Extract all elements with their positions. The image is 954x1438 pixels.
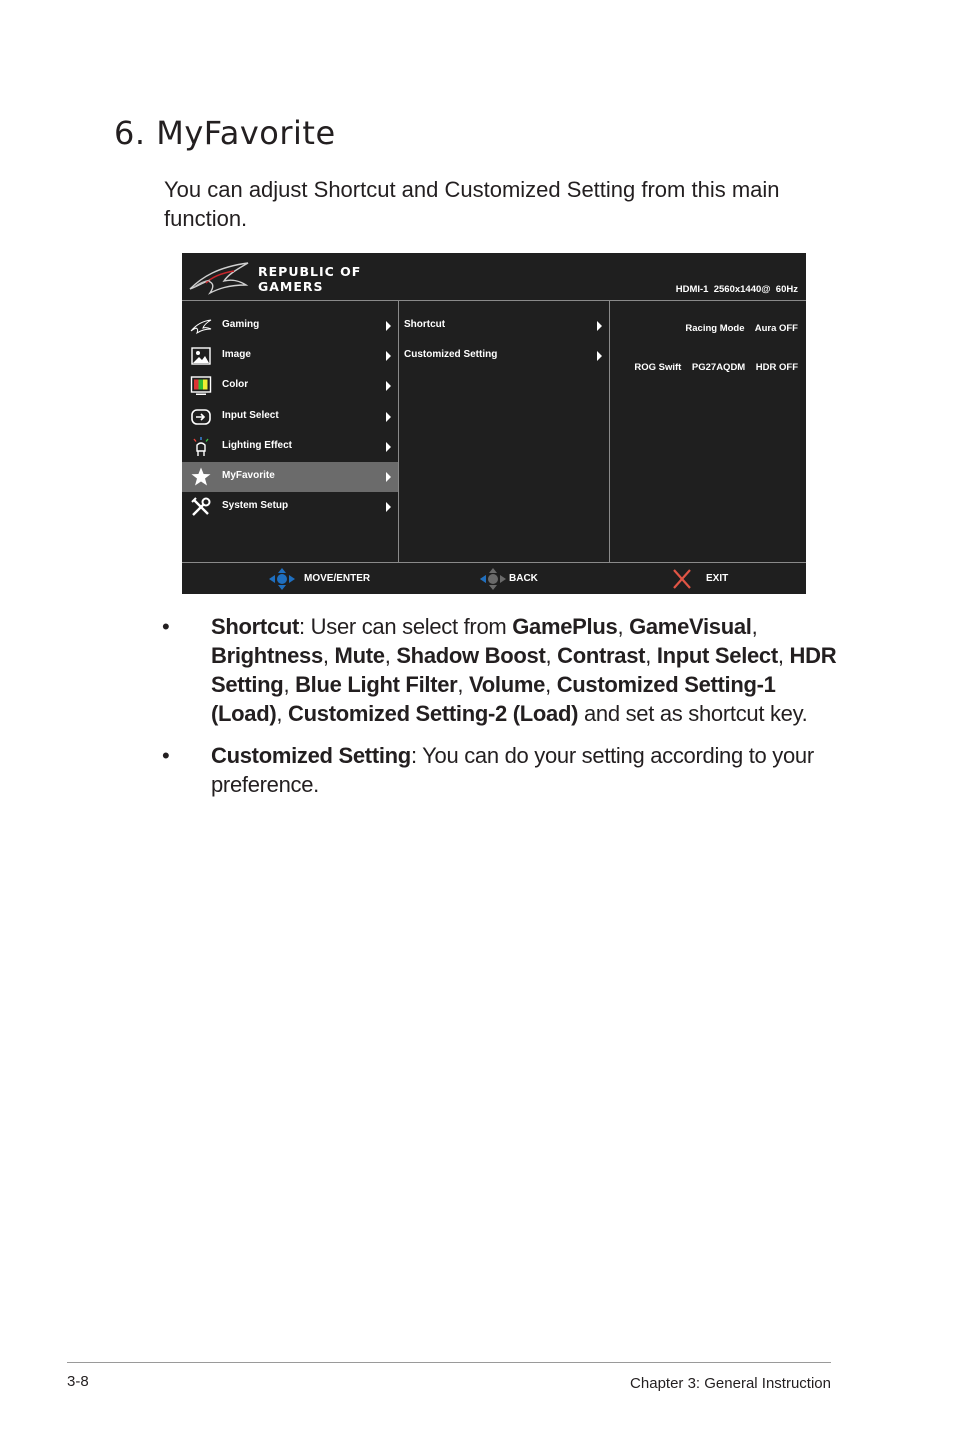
menu-label: System Setup bbox=[222, 500, 289, 511]
status-line-mode: Racing Mode Aura OFF bbox=[685, 323, 798, 334]
chevron-right-icon bbox=[386, 351, 391, 361]
chevron-right-icon bbox=[386, 381, 391, 391]
submenu-item-shortcut[interactable] bbox=[399, 311, 609, 341]
menu-item-myfavorite[interactable] bbox=[182, 462, 398, 492]
chevron-right-icon bbox=[386, 442, 391, 452]
lighting-icon bbox=[190, 436, 212, 458]
term: Customized Setting bbox=[211, 743, 411, 768]
bullet-customized-setting: • Customized Setting: You can do your setting according to your preference. bbox=[162, 743, 814, 797]
tools-icon bbox=[190, 496, 212, 518]
menu-item-color[interactable] bbox=[182, 371, 398, 401]
status-line-model: ROG Swift PG27AQDM HDR OFF bbox=[634, 362, 798, 373]
intro-paragraph: You can adjust Shortcut and Customized Setting from this main function. bbox=[164, 177, 780, 231]
image-icon bbox=[190, 345, 212, 367]
rog-logo-icon bbox=[188, 259, 252, 295]
submenu-column bbox=[399, 301, 609, 562]
rog-logo-text: REPUBLIC OF GAMERS bbox=[258, 264, 362, 294]
osd-menu-screenshot bbox=[182, 253, 806, 594]
joystick-move-icon[interactable] bbox=[268, 567, 296, 591]
bullet-shortcut: • Shortcut: User can select from GamePlus, GameVisual, Brightness, Mute, Shadow Boost, Contrast, Input Select, HDR Setting, Blue Light Filter, Volume, Customized Setting-1 (Load), Customized Setting-2 (Load) and set as shortcut key. bbox=[162, 614, 837, 726]
status-line-input: HDMI-1 2560x1440@ 60Hz bbox=[675, 284, 798, 295]
input-icon bbox=[190, 406, 212, 428]
submenu-item-customized-setting[interactable] bbox=[399, 341, 609, 371]
joystick-back-icon[interactable] bbox=[479, 567, 507, 591]
menu-label: Gaming bbox=[222, 319, 260, 330]
rog-eye-icon bbox=[190, 315, 212, 337]
menu-item-system-setup[interactable] bbox=[182, 492, 398, 522]
osd-footer bbox=[182, 562, 806, 594]
submenu-label: Shortcut bbox=[404, 319, 446, 330]
back-label: BACK bbox=[509, 573, 538, 584]
footer-divider bbox=[67, 1362, 831, 1363]
chapter-title: Chapter 3: General Instruction bbox=[630, 1375, 831, 1392]
menu-item-input-select[interactable] bbox=[182, 402, 398, 432]
menu-label: Color bbox=[222, 379, 249, 390]
menu-label: Lighting Effect bbox=[222, 440, 292, 451]
menu-item-lighting-effect[interactable] bbox=[182, 432, 398, 462]
exit-label: EXIT bbox=[706, 573, 729, 584]
main-menu-column bbox=[182, 301, 398, 562]
chevron-right-icon bbox=[386, 502, 391, 512]
menu-label: Image bbox=[222, 349, 251, 360]
chevron-right-icon bbox=[597, 321, 602, 331]
star-icon bbox=[190, 466, 212, 488]
menu-item-gaming[interactable] bbox=[182, 311, 398, 341]
bullet-list bbox=[162, 612, 838, 812]
term: Shortcut bbox=[211, 614, 300, 639]
chevron-right-icon bbox=[386, 412, 391, 422]
chevron-right-icon bbox=[597, 351, 602, 361]
section-heading: 6. MyFavorite bbox=[114, 114, 336, 152]
menu-label: MyFavorite bbox=[222, 470, 275, 481]
exit-icon[interactable] bbox=[668, 567, 696, 591]
chevron-right-icon bbox=[386, 321, 391, 331]
move-enter-label: MOVE/ENTER bbox=[304, 573, 371, 584]
color-monitor-icon bbox=[190, 375, 212, 397]
page-number: 3-8 bbox=[67, 1373, 89, 1390]
submenu-label: Customized Setting bbox=[404, 349, 498, 360]
chevron-right-icon bbox=[386, 472, 391, 482]
detail-column bbox=[610, 301, 806, 562]
menu-label: Input Select bbox=[222, 410, 279, 421]
menu-item-image[interactable] bbox=[182, 341, 398, 371]
